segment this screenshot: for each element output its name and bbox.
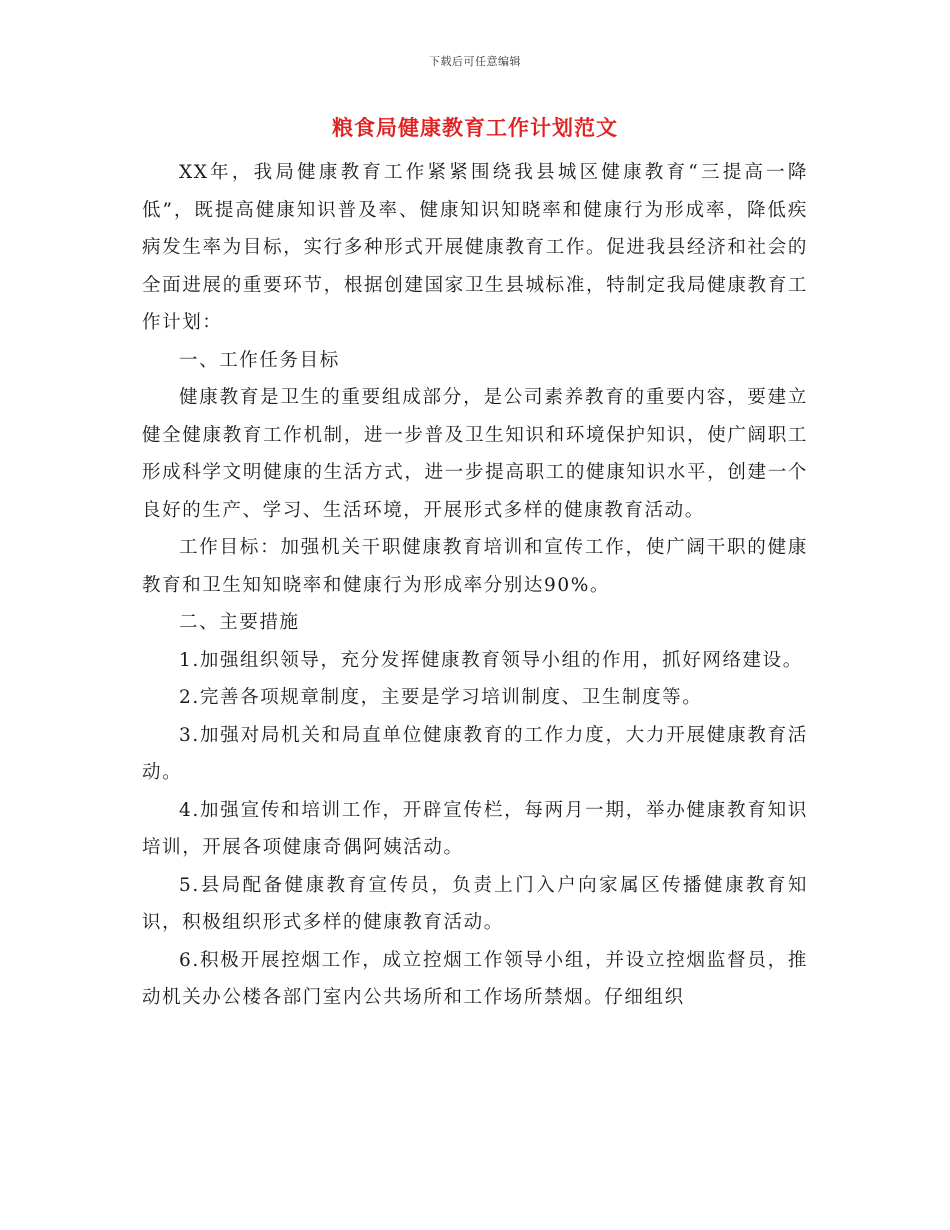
page-header-note: 下载后可任意编辑 <box>429 55 521 68</box>
intro-paragraph: XX年，我局健康教育工作紧紧围绕我县城区健康教育“三提高一降低”，既提高健康知识普及率、健康知识知晓率和健康行为形成率，降低疾病发生率为目标，实行多种形式开展健康教育工作。促进我县经济和社会的全面进展的重要环节，根据创建国家卫生县城标准，特制定我局健康教育工作计划： <box>142 162 808 333</box>
measure-item-2: 2.完善各项规章制度，主要是学习培训制度、卫生制度等。 <box>179 687 703 708</box>
goals-paragraph: 健康教育是卫生的重要组成部分，是公司素养教育的重要内容，要建立健全健康教育工作机制，进一步普及卫生知识和环境保护知识，使广阔职工形成科学文明健康的生活方式，进一步提高职工的健康知识水平，创建一个良好的生产、学习、生活环境，开展形式多样的健康教育活动。 <box>142 387 808 521</box>
document-title: 粮食局健康教育工作计划范文 <box>332 115 618 140</box>
section-heading-measures: 二、主要措施 <box>179 612 300 633</box>
measure-item-5: 5.县局配备健康教育宣传员，负责上门入户向家属区传播健康教育知识，积极组织形式多样的健康教育活动。 <box>142 874 808 933</box>
document-body <box>142 154 808 1017</box>
work-target-paragraph: 工作目标：加强机关干职健康教育培训和宣传工作，使广阔干职的健康教育和卫生知知晓率和健康行为形成率分别达90%。 <box>142 537 808 596</box>
measure-item-4: 4.加强宣传和培训工作，开辟宣传栏，每两月一期，举办健康教育知识培训，开展各项健康奇偶阿姨活动。 <box>142 799 808 858</box>
measure-item-6: 6.积极开展控烟工作，成立控烟工作领导小组，并设立控烟监督员，推动机关办公楼各部门室内公共场所和工作场所禁烟。仔细组织 <box>142 949 808 1008</box>
measure-item-3: 3.加强对局机关和局直单位健康教育的工作力度，大力开展健康教育活动。 <box>142 724 808 783</box>
measure-item-1: 1.加强组织领导，充分发挥健康教育领导小组的作用，抓好网络建设。 <box>179 649 803 671</box>
section-heading-goals: 一、工作任务目标 <box>179 349 340 371</box>
